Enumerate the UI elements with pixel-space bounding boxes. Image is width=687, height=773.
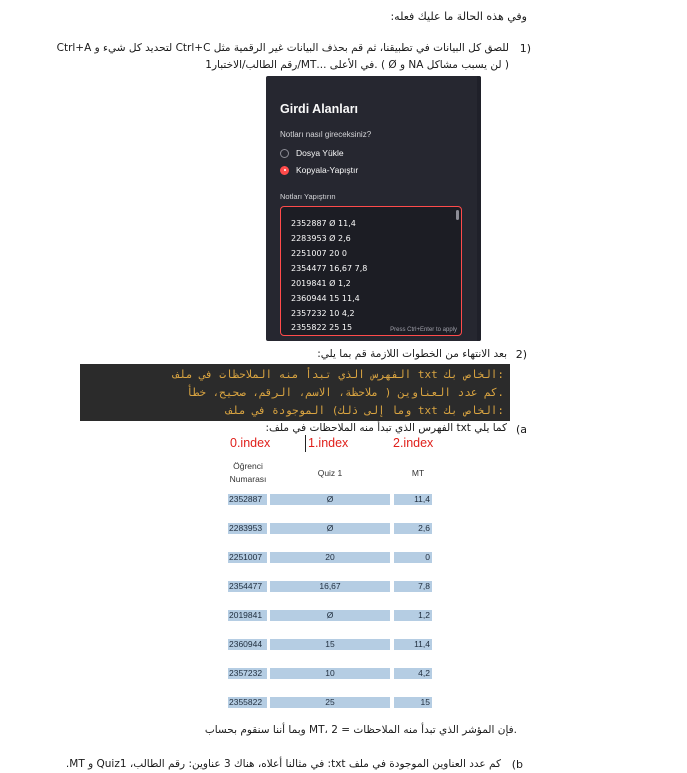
table-row <box>224 696 438 710</box>
conclusion-text: .فإن المؤشر الذي تبدأ منه الملاحظات = 2 ،MT وبما أننا سنقوم بحساب <box>204 724 517 736</box>
cell-quiz: 25 <box>270 697 390 708</box>
cell-mt: 2,6 <box>394 523 432 534</box>
radio-unselected-icon <box>280 149 289 158</box>
paste-notes-label: Notları Yapıştırın <box>280 192 336 201</box>
cell-quiz: 16,67 <box>270 581 390 592</box>
cell-student: 2357232 <box>228 668 267 679</box>
index-label-1: 1.index <box>308 436 349 450</box>
cell-quiz: 15 <box>270 639 390 650</box>
cell-quiz: Ø <box>270 494 390 505</box>
cell-quiz: 20 <box>270 552 390 563</box>
textarea-line: 2352887 Ø 11,4 <box>291 219 356 228</box>
table-row <box>224 580 438 594</box>
textarea-line: 2251007 20 0 <box>291 249 347 258</box>
cell-mt: 11,4 <box>394 494 432 505</box>
cell-student: 2354477 <box>228 581 267 592</box>
table-row <box>224 551 438 565</box>
cell-mt: 4,2 <box>394 668 432 679</box>
textarea-line: 2354477 16,67 7,8 <box>291 264 368 273</box>
radio-file-upload[interactable] <box>280 148 344 158</box>
item-b-text: كم عدد العناوين الموجودة في ملف txt: في مثالنا أعلاه، هناك 3 عناوين: رقم الطالب، Quiz1 و MT. <box>65 758 501 770</box>
code-block <box>80 364 510 421</box>
cell-student: 2251007 <box>228 552 267 563</box>
cell-mt: 11,4 <box>394 639 432 650</box>
header-quiz1: Quiz 1 <box>317 468 343 478</box>
textarea-line: 2355822 25 15 <box>291 323 353 332</box>
header-mt: MT <box>411 468 425 478</box>
table-row <box>224 493 438 507</box>
item-b-label: (b <box>511 758 523 771</box>
textarea-line: 2283953 Ø 2,6 <box>291 234 351 243</box>
cell-student: 2283953 <box>228 523 267 534</box>
apply-hint: Press Ctrl+Enter to apply <box>390 327 457 333</box>
cell-student: 2360944 <box>228 639 267 650</box>
cell-quiz: 10 <box>270 668 390 679</box>
textarea-line: 2357232 10 4,2 <box>291 309 355 318</box>
cell-quiz: Ø <box>270 610 390 621</box>
step1-line2: ( لن يسبب مشاكل NA و Ø ) .في الأعلى ...MT/رقم الطالب/الاختبار1 <box>205 59 509 71</box>
cell-quiz: Ø <box>270 523 390 534</box>
textarea-scrollbar[interactable] <box>456 210 459 220</box>
table-row <box>224 522 438 536</box>
input-method-question: Notları nasıl gireceksiniz? <box>280 130 372 139</box>
item-a-text: كما يلي txt الفهرس الذي تبدأ منه الملاحظات في ملف: <box>265 422 507 434</box>
table-row <box>224 667 438 681</box>
step1-number: 1) <box>519 42 531 55</box>
textarea-line: 2360944 15 11,4 <box>291 294 360 303</box>
cell-mt: 0 <box>394 552 432 563</box>
step1-line1: للصق كل البيانات في تطبيقنا، ثم قم بحذف البيانات غير الرقمية مثل Ctrl+C لتحديد كل شيء و Ctrl+A <box>56 42 509 54</box>
step2-text: بعد الانتهاء من الخطوات اللازمة قم بما يلي: <box>317 348 507 360</box>
step2-number: 2) <box>515 348 527 361</box>
radio-copy-paste[interactable] <box>280 165 358 175</box>
textarea-line: 2019841 Ø 1,2 <box>291 279 351 288</box>
code-line: :الخاص بك txt الفهرس الذي تبدأ منه الملاحظات في ملف <box>172 368 504 381</box>
index-label-2: 2.index <box>393 436 434 450</box>
cell-student: 2355822 <box>228 697 267 708</box>
code-line: :الخاص بك txt وما إلى ذلك) الموجودة في ملف <box>225 404 504 417</box>
panel-scrollbar[interactable] <box>477 76 481 341</box>
header-student-number: Öğrenci Numarası <box>229 461 267 484</box>
cell-mt: 7,8 <box>394 581 432 592</box>
cell-mt: 15 <box>394 697 432 708</box>
table-row <box>224 609 438 623</box>
cell-student: 2019841 <box>228 610 267 621</box>
cell-student: 2352887 <box>228 494 267 505</box>
panel-title: Girdi Alanları <box>280 102 359 116</box>
radio-file-upload-label: Dosya Yükle <box>296 148 344 158</box>
table-row <box>224 638 438 652</box>
radio-copy-paste-label: Kopyala-Yapıştır <box>296 165 359 175</box>
text-cursor <box>305 435 306 452</box>
intro-text: وفي هذه الحالة ما عليك فعله: <box>390 10 527 23</box>
radio-selected-icon <box>280 166 289 175</box>
code-line: .كم عدد العناوين ( ملاحظة، الاسم، الرقم، صحيح، خطأ <box>186 386 504 399</box>
notes-textarea[interactable] <box>280 206 462 336</box>
index-label-0: 0.index <box>230 436 271 450</box>
cell-mt: 1,2 <box>394 610 432 621</box>
input-panel-screenshot <box>266 76 481 341</box>
item-a-label: (a <box>515 423 527 436</box>
